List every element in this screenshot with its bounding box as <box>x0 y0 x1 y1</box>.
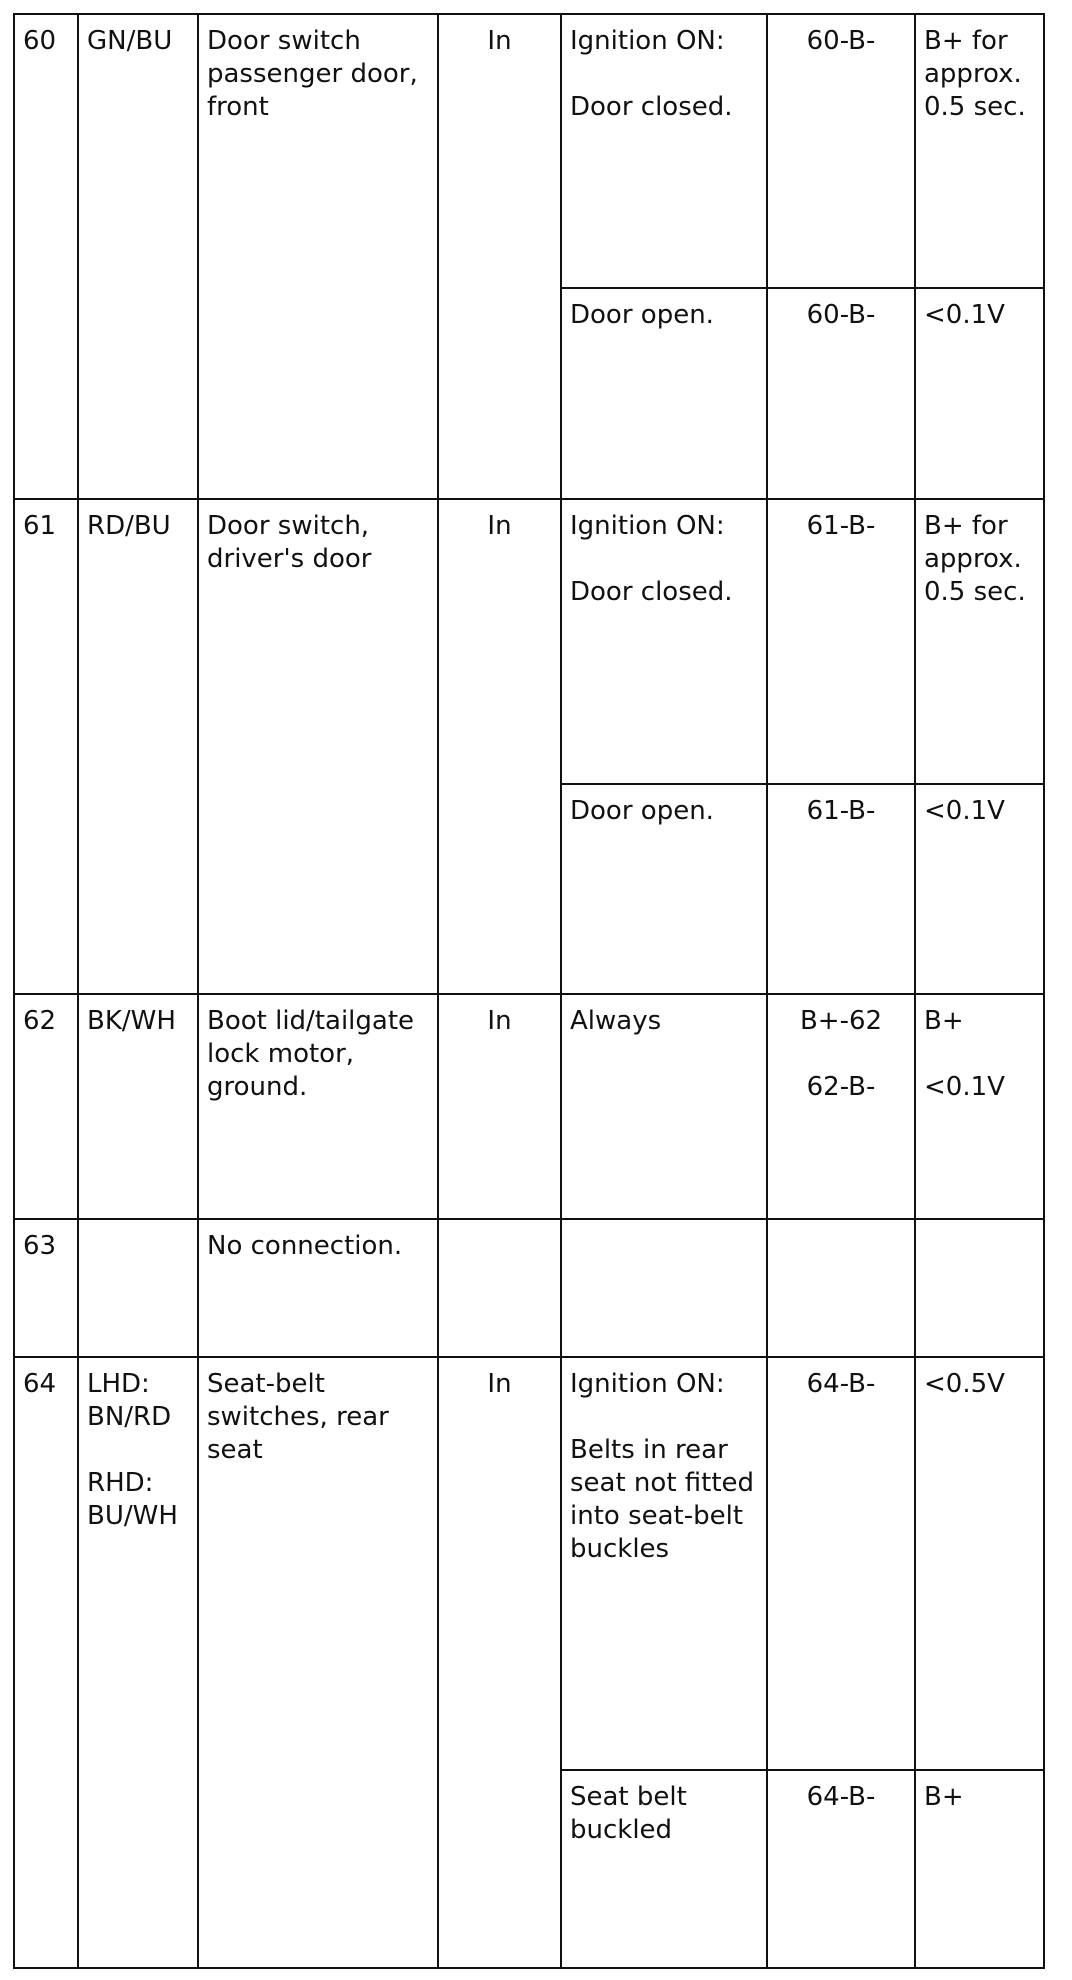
condition-cell <box>561 1219 767 1357</box>
condition-cell: Ignition ON: Door closed. <box>561 499 767 784</box>
wire-color-cell: RD/BU <box>78 499 198 994</box>
direction-cell: In <box>438 1357 561 1968</box>
test-points-cell: 60-B- <box>767 14 915 288</box>
test-points-cell: 60-B- <box>767 288 915 499</box>
nominal-value-cell: B+ <box>915 1770 1044 1968</box>
description-cell: Door switch passenger door, front <box>198 14 438 499</box>
condition-cell: Ignition ON: Belts in rear seat not fitted into seat-belt buckles <box>561 1357 767 1770</box>
wire-color-cell: LHD: BN/RD RHD: BU/WH <box>78 1357 198 1968</box>
pin-cell: 63 <box>14 1219 78 1357</box>
description-cell: Boot lid/tailgate lock motor, ground. <box>198 994 438 1219</box>
nominal-value-cell: <0.5V <box>915 1357 1044 1770</box>
condition-cell: Ignition ON: Door closed. <box>561 14 767 288</box>
test-points-cell: B+-62 62-B- <box>767 994 915 1219</box>
condition-cell: Always <box>561 994 767 1219</box>
test-points-cell: 64-B- <box>767 1357 915 1770</box>
test-points-cell <box>767 1219 915 1357</box>
nominal-value-cell: B+ <0.1V <box>915 994 1044 1219</box>
direction-cell: In <box>438 994 561 1219</box>
pin-cell: 62 <box>14 994 78 1219</box>
nominal-value-cell: <0.1V <box>915 288 1044 499</box>
condition-cell: Door open. <box>561 784 767 994</box>
wire-color-cell: BK/WH <box>78 994 198 1219</box>
nominal-value-cell: <0.1V <box>915 784 1044 994</box>
connector-pin-table <box>13 13 1045 1969</box>
test-points-cell: 61-B- <box>767 499 915 784</box>
pin-cell: 60 <box>14 14 78 499</box>
table-row <box>14 14 1044 288</box>
description-cell: Door switch, driver's door <box>198 499 438 994</box>
pin-cell: 64 <box>14 1357 78 1968</box>
test-points-cell: 64-B- <box>767 1770 915 1968</box>
wire-color-cell <box>78 1219 198 1357</box>
direction-cell <box>438 1219 561 1357</box>
test-points-cell: 61-B- <box>767 784 915 994</box>
nominal-value-cell: B+ for approx. 0.5 sec. <box>915 14 1044 288</box>
description-cell: No connection. <box>198 1219 438 1357</box>
nominal-value-cell <box>915 1219 1044 1357</box>
table-row <box>14 1219 1044 1357</box>
table-row <box>14 499 1044 784</box>
pin-cell: 61 <box>14 499 78 994</box>
condition-cell: Seat belt buckled <box>561 1770 767 1968</box>
direction-cell: In <box>438 14 561 499</box>
table-row <box>14 994 1044 1219</box>
condition-cell: Door open. <box>561 288 767 499</box>
description-cell: Seat-belt switches, rear seat <box>198 1357 438 1968</box>
table-row <box>14 1357 1044 1770</box>
nominal-value-cell: B+ for approx. 0.5 sec. <box>915 499 1044 784</box>
direction-cell: In <box>438 499 561 994</box>
wire-color-cell: GN/BU <box>78 14 198 499</box>
